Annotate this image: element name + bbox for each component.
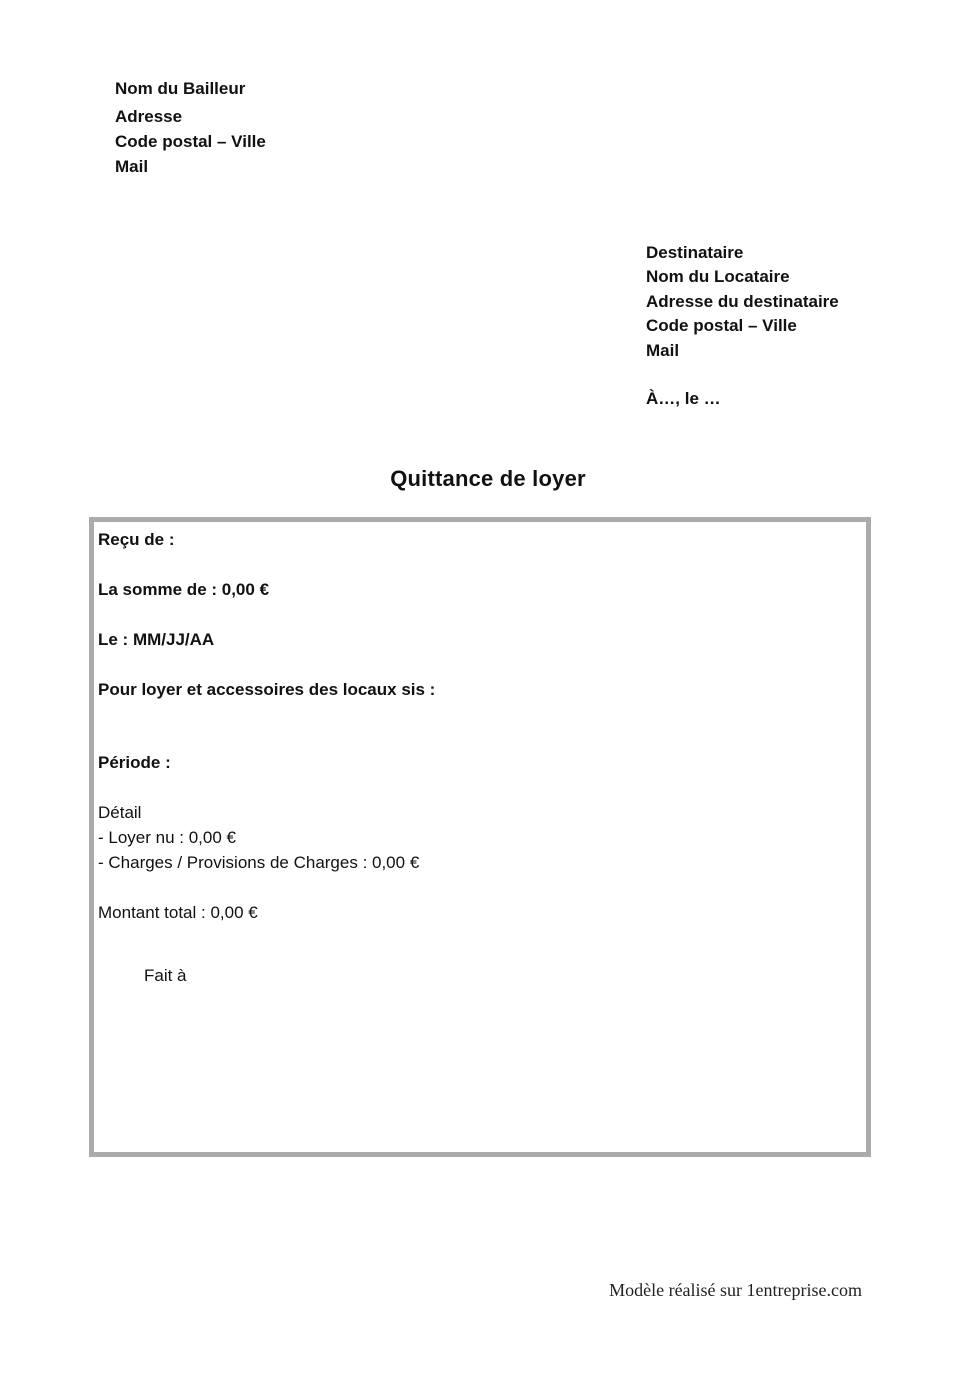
recipient-postal-city: Code postal – Ville bbox=[646, 316, 797, 336]
document-title: Quittance de loyer bbox=[390, 466, 586, 491]
rent-line: - Loyer nu : 0,00 € bbox=[98, 828, 236, 847]
recipient-block bbox=[646, 241, 839, 411]
receipt-content bbox=[98, 527, 435, 988]
landlord-address: Adresse bbox=[115, 107, 183, 126]
rent-purpose: Pour loyer et accessoires des locaux sis : bbox=[98, 680, 436, 699]
recipient-label: Destinataire bbox=[646, 243, 744, 262]
detail-label: Détail bbox=[98, 803, 142, 822]
recipient-address: Adresse du destinataire bbox=[646, 291, 839, 311]
recipient-tenant-name: Nom du Locataire bbox=[646, 267, 790, 287]
received-from: Reçu de : bbox=[98, 530, 175, 549]
total-amount: Montant total : 0,00 € bbox=[98, 903, 258, 922]
receipt-box bbox=[89, 517, 871, 1157]
period: Période : bbox=[98, 753, 171, 772]
recipient-mail: Mail bbox=[646, 340, 680, 360]
landlord-block bbox=[115, 76, 266, 179]
footer-credit: Modèle réalisé sur 1entreprise.com bbox=[609, 1280, 862, 1300]
place-date: À…, le … bbox=[646, 389, 721, 409]
landlord-mail: Mail bbox=[115, 157, 149, 176]
landlord-postal-city: Code postal – Ville bbox=[115, 132, 266, 151]
landlord-name: Nom du Bailleur bbox=[115, 79, 246, 98]
charges-line: - Charges / Provisions de Charges : 0,00 € bbox=[98, 853, 420, 872]
amount: La somme de : 0,00 € bbox=[98, 580, 270, 599]
receipt-date: Le : MM/JJ/AA bbox=[98, 630, 215, 649]
done-at: Fait à bbox=[144, 966, 187, 985]
